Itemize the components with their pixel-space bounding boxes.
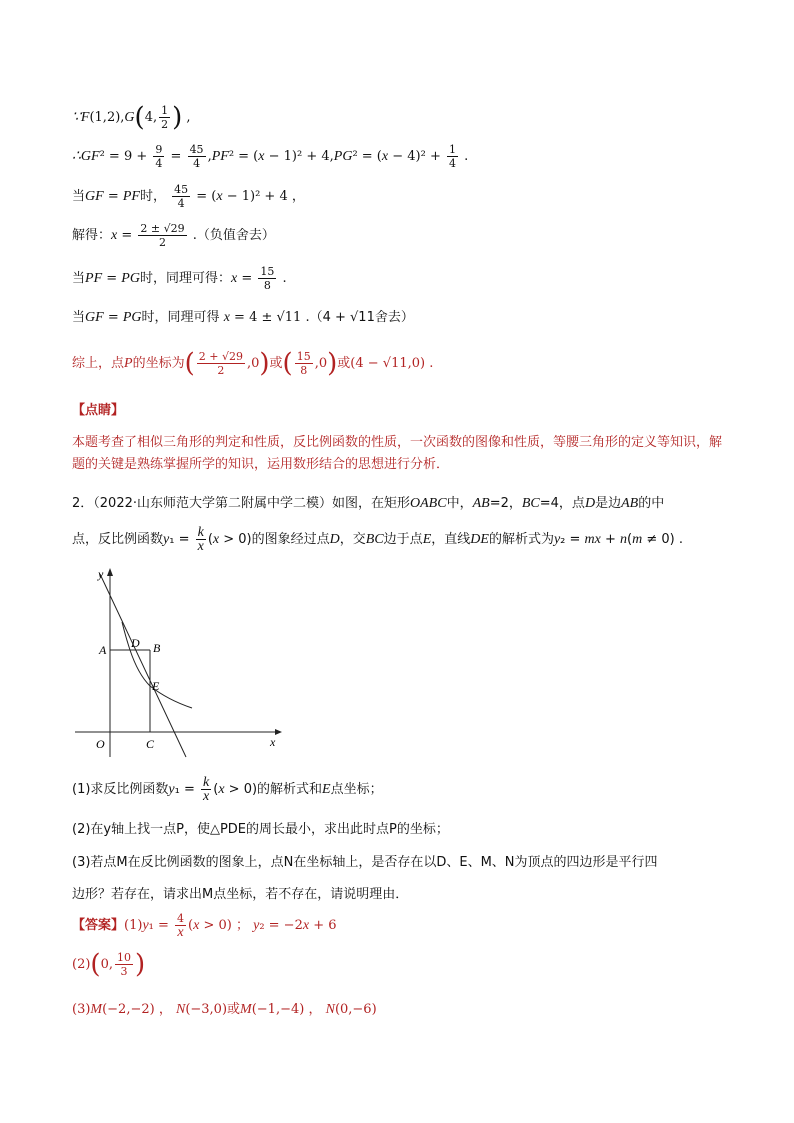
label-D: D [131,636,140,650]
coordinate-figure [70,562,290,762]
solution-conclusion: 综上，点P的坐标为( $\frac{2 + √29}{2}$ ,0)或( $\frac{15}{8}$ ,0)或(4 − √11,0) . [72,348,434,379]
label-C: C [146,737,155,751]
line-DE [100,574,186,757]
label-B: B [153,641,161,655]
dianjing-heading: 【点睛】 [72,403,125,418]
y-axis-arrow [107,568,113,576]
problem-2-line-2: 点，反比例函数y₁ = $\frac{k}{x}$ (x > 0)的图象经过点D，交BC边于点E，直线DE的解析式为y₂ = mx + n(m ≠ 0) . [72,525,684,554]
answer-1: 【答案】(1)y₁ = $\frac{4}{x}$ (x > 0) ； y₂ = −2x + 6 [72,912,337,940]
solution-line-6: 当GF = PG时，同理可得 x = 4 ± √11 .（4 + √11舍去） [72,310,414,325]
label-A: A [99,643,107,657]
x-axis-arrow [275,729,282,735]
label-x: x [270,735,276,749]
label-E: E [152,679,160,693]
label-O: O [96,737,105,751]
question-1: (1)求反比例函数y₁ = $\frac{k}{x}$ (x > 0)的解析式和E点坐标； [72,775,383,804]
solution-line-1: ∵F(1,2),G(4, $\frac{1}{2}$ ) , [72,102,191,133]
solution-line-4: 解得：x = $\frac{2 \pm √29}{2}$ .（负值舍去） [72,222,275,249]
answer-3: (3)M(−2,−2) ， N(−3,0)或M(−1,−4) ， N(0,−6) [72,1002,377,1017]
problem-2: 2．（2022·山东师范大学第二附属中学二模）如图，在矩形OABC中，AB=2，BC=4，点D是边AB的中 [72,496,665,511]
answer-2: (2)(0, $\frac{10}{3}$ ) [72,949,146,980]
solution-line-5: 当PF = PG时，同理可得：x = $\frac{15}{8}$ . [72,265,287,292]
answer-label: 【答案】 [72,918,125,933]
solution-line-2: ∴GF² = 9 + $\frac{9}{4}$ = $\frac{45}{4}$ ,PF² = (x − 1)² + 4,PG² = (x − 4)² + $\frac{1}{4}$ . [72,143,469,170]
label-y: y [98,567,104,581]
dianjing-text: 本题考查了相似三角形的判定和性质，反比例函数的性质，一次函数的图像和性质，等腰三角形的定义等知识，解题的关键是熟练掌握所学的知识，运用数形结合的思想进行分析． [72,435,723,472]
question-2: (2)在y轴上找一点P，使△PDE的周长最小，求出此时点P的坐标； [72,822,449,837]
question-3-line-2: 边形？若存在，请求出M点坐标，若不存在，请说明理由． [72,887,409,902]
solution-line-3: 当GF = PF时， $\frac{45}{4}$ = (x − 1)² + 4 ， [72,183,305,210]
question-3-line-1: (3)若点M在反比例函数的图象上，点N在坐标轴上，是否存在以D、E、M、N为顶点的四边形是平行四 [72,855,658,870]
